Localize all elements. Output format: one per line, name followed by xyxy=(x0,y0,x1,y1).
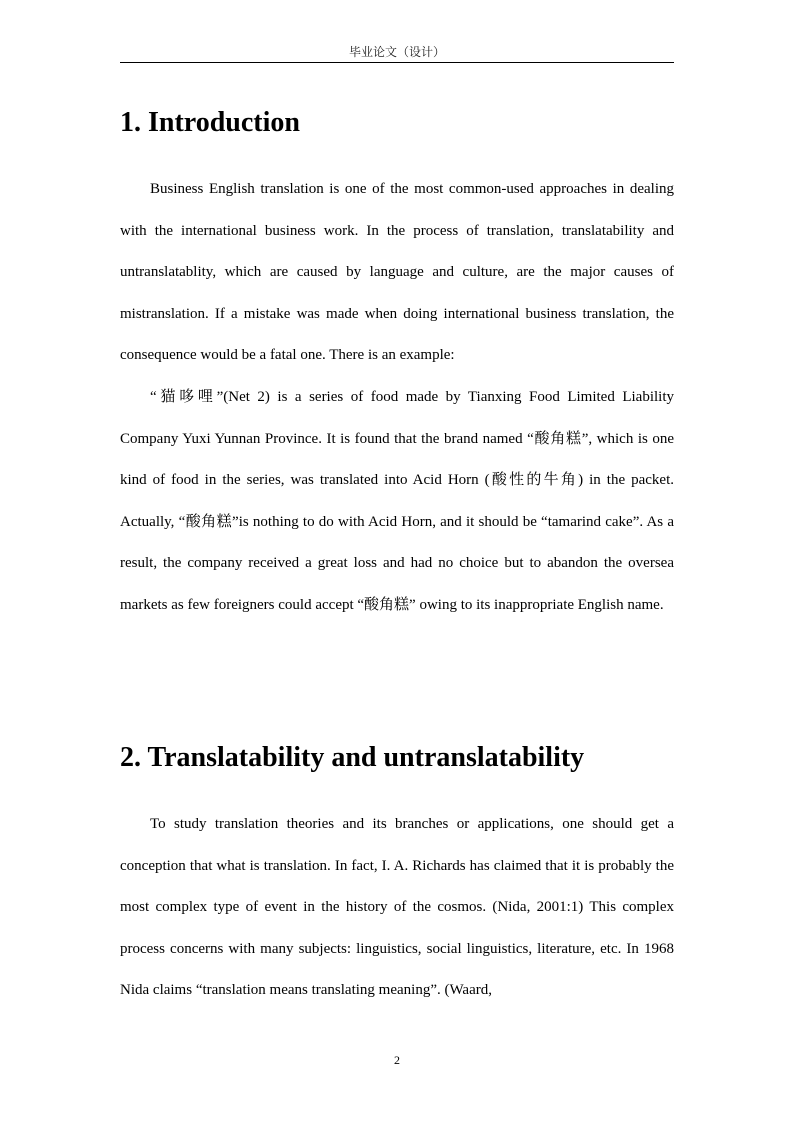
header-rule xyxy=(120,62,674,63)
section-heading-translatability: 2. Translatability and untranslatability xyxy=(120,742,585,773)
paragraph: Business English translation is one of the most common-used approaches in dealing with the international business work. In the process of translation, translatability and untranslatablity, which are caused by language and culture, are the major causes of mistranslation. If a mistake was made when doing international business translation, the consequence would be a fatal one. There is an example: xyxy=(120,181,674,363)
page-number: 2 xyxy=(394,1053,400,1067)
paragraph: To study translation theories and its branches or applications, one should get a conception that what is translation. In fact, I. A. Richards has claimed that it is probably the most complex type of event in the history of the cosmos. (Nida, 2001:1) This complex process concerns with many subjects: linguistics, social linguistics, literature, etc. In 1968 Nida claims “translation means translating meaning”. (Waard, xyxy=(120,816,674,998)
paragraph: “猫哆哩”(Net 2) is a series of food made by Tianxing Food Limited Liability Company Yuxi Yunnan Province. It is found that the brand named “酸角糕”, which is one kind of food in the series, was translated into Acid Horn (酸性的牛角) in the packet. Actually, “酸角糕”is nothing to do with Acid Horn, and it should be “tamarind cake”. As a result, the company received a great loss and had no choice but to abandon the oversea markets as few foreigners could accept “酸角糕” owing to its inappropriate English name. xyxy=(120,389,674,613)
running-header: 毕业论文（设计） xyxy=(348,45,445,59)
section-heading-introduction: 1. Introduction xyxy=(120,107,300,138)
